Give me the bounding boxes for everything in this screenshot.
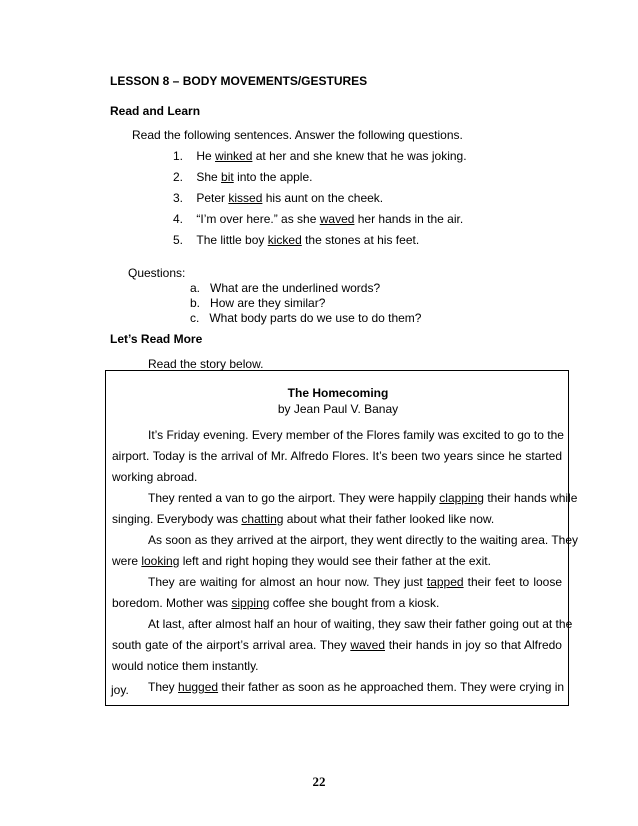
sentence-1 — [173, 149, 467, 163]
story-text: would notice them instantly. — [112, 659, 259, 673]
story-line — [112, 575, 562, 589]
underlined-word: chatting — [241, 512, 284, 526]
sentence-5 — [173, 233, 419, 247]
page-number: 22 — [312, 774, 326, 789]
lesson-title: LESSON 8 – BODY MOVEMENTS/GESTURES — [110, 74, 368, 88]
story-text: singing. Everybody was — [112, 512, 242, 526]
story-text: They rented a van to go the airport. They were happily — [148, 491, 440, 505]
story-text: working abroad. — [112, 470, 198, 484]
story-text: their father as soon as he approached them. They were crying in — [218, 680, 565, 694]
story-text: left and right hoping they would see their father at the exit. — [179, 554, 491, 568]
questions-label: Questions: — [128, 266, 186, 280]
sentence-3 — [173, 191, 383, 205]
story-author: by Jean Paul V. Banay — [277, 402, 399, 416]
question-letter: a. — [190, 281, 201, 295]
question-letter: c. — [190, 311, 200, 325]
underlined-word: looking — [141, 554, 180, 568]
sentence-text-after: his aunt on the cheek. — [262, 191, 384, 205]
story-text: airport. Today is the arrival of Mr. Alfredo Flores. It’s been two years since he started — [112, 449, 562, 463]
sentence-4 — [173, 212, 463, 226]
story-line — [112, 428, 562, 442]
underlined-word: waved — [319, 212, 355, 226]
story-title: The Homecoming — [287, 386, 389, 400]
sentence-text-after: the stones at his feet. — [301, 233, 420, 247]
story-line — [112, 554, 562, 568]
read-more-heading: Let’s Read More — [110, 332, 203, 346]
underlined-word: clapping — [439, 491, 484, 505]
sentence-text-before: Peter — [196, 191, 229, 205]
story-text: their hands while — [483, 491, 578, 505]
underlined-word: kicked — [267, 233, 302, 247]
story-text: They — [148, 680, 179, 694]
sentence-text-after: her hands in the air. — [354, 212, 464, 226]
read-and-learn-instruction: Read the following sentences. Answer the following questions. — [132, 128, 463, 142]
sentence-text-after: at her and she knew that he was joking. — [252, 149, 467, 163]
story-line — [112, 533, 579, 547]
question-letter: b. — [190, 296, 201, 310]
sentence-text-before: The little boy — [196, 233, 268, 247]
sentence-number: 3. — [173, 191, 184, 205]
underlined-word: waved — [350, 638, 385, 652]
story-box — [105, 370, 579, 706]
story-text: At last, after almost half an hour of waiting, they saw their father going out at the — [148, 617, 573, 631]
story-text: were — [112, 554, 142, 568]
sentence-number: 5. — [173, 233, 184, 247]
question-a — [190, 281, 380, 295]
story-line — [112, 617, 573, 631]
story-text: their feet to loose — [463, 575, 563, 589]
story-text: coffee she bought from a kiosk. — [269, 596, 440, 610]
story-line — [112, 596, 562, 610]
story-line — [112, 449, 562, 463]
sentence-number: 2. — [173, 170, 184, 184]
sentence-text-after: into the apple. — [233, 170, 313, 184]
story-text: boredom. Mother was — [112, 596, 232, 610]
sentence-text-before: “I’m over here.” as she — [196, 212, 320, 226]
story-text: their hands in joy so that Alfredo — [385, 638, 562, 652]
story-text: As soon as they arrived at the airport, they went directly to the waiting area. They — [148, 533, 579, 547]
read-and-learn-heading: Read and Learn — [110, 104, 201, 118]
underlined-word: kissed — [228, 191, 263, 205]
sentence-text-before: She — [196, 170, 222, 184]
story-text: south gate of the airport’s arrival area. They — [112, 638, 351, 652]
sentence-2 — [173, 170, 312, 184]
story-text: It’s Friday evening. Every member of the Flores family was excited to go to the — [148, 428, 564, 442]
sentence-text-before: He — [196, 149, 216, 163]
underlined-word: bit — [221, 170, 234, 184]
question-c — [190, 311, 421, 325]
story-line — [112, 659, 562, 673]
story-text: They are waiting for almost an hour now. They just — [148, 575, 427, 589]
story-line — [112, 638, 562, 652]
story-line — [112, 512, 562, 526]
underlined-word: sipping — [231, 596, 270, 610]
sentence-number: 4. — [173, 212, 184, 226]
story-text: about what their father looked like now. — [283, 512, 495, 526]
underlined-word: winked — [215, 149, 253, 163]
story-last-line: joy. — [111, 683, 129, 697]
question-text: How are they similar? — [210, 296, 326, 310]
underlined-word: tapped — [426, 575, 464, 589]
question-b — [190, 296, 325, 310]
underlined-word: hugged — [178, 680, 219, 694]
story-line — [112, 491, 578, 505]
sentence-number: 1. — [173, 149, 184, 163]
story-line — [112, 680, 565, 694]
read-more-instruction: Read the story below. — [148, 357, 264, 371]
story-line — [112, 470, 562, 484]
question-text: What are the underlined words? — [210, 281, 381, 295]
question-text: What body parts do we use to do them? — [209, 311, 422, 325]
